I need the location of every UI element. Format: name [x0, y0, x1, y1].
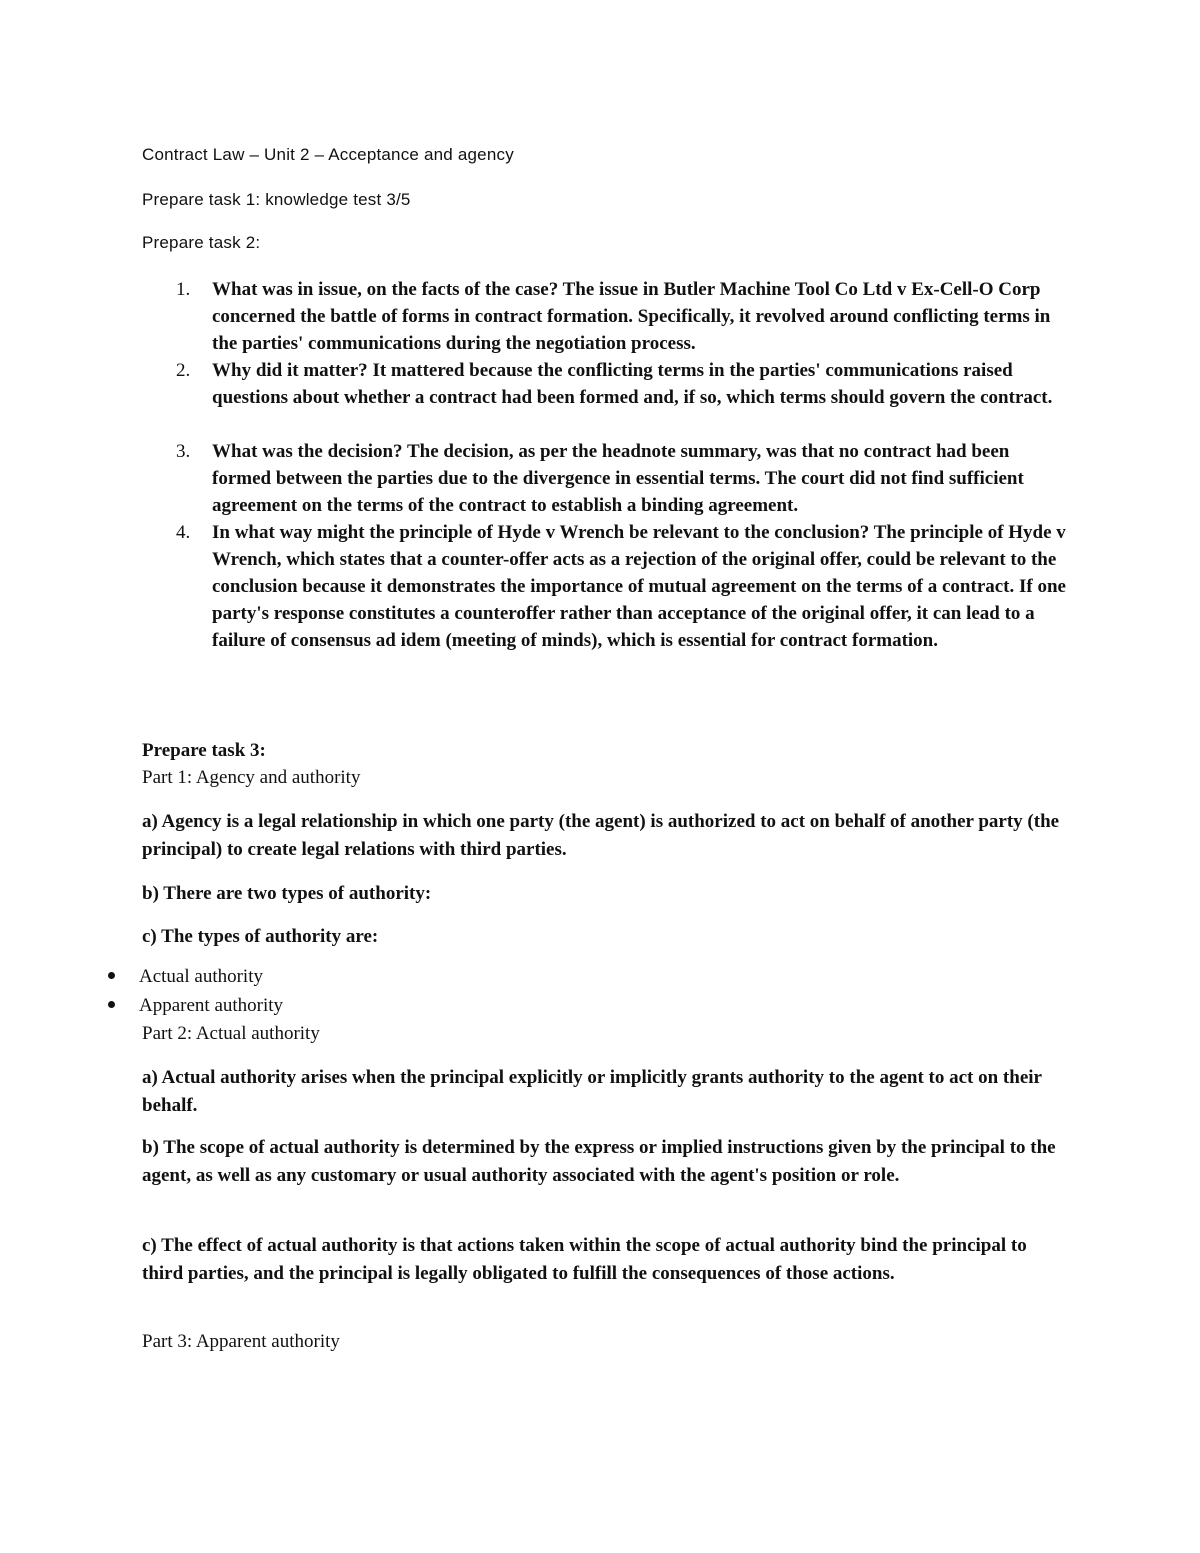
task3-heading: Prepare task 3: — [142, 740, 266, 761]
bullet-icon — [108, 972, 115, 979]
answer-text: The principle of Hyde v Wrench, which states that a counter-offer acts as a rejection of the original offer, could be relevant to the conclusion because it demonstrates the importance of mutual agreement on the terms of a contract. If one party's response constitutes a counteroffer rather than acceptance of the original offer, it can lead to a failure of consensus ad idem (meeting of minds), which is essential for contract formation. — [212, 522, 1066, 651]
list-item — [142, 519, 1072, 654]
list-item — [142, 438, 1072, 519]
part2-heading: Part 2: Actual authority — [142, 1023, 320, 1044]
list-number: 2. — [176, 360, 191, 381]
part2-a-paragraph: a) Actual authority arises when the principal explicitly or implicitly grants authority to the agent to act on their behalf. — [142, 1067, 1042, 1116]
bullet-icon — [108, 1001, 115, 1008]
part2-b-paragraph: b) The scope of actual authority is determined by the express or implied instructions given by the principal to the agent, as well as any customary or usual authority associated with the agent's position or role. — [142, 1137, 1056, 1186]
list-number: 1. — [176, 279, 191, 300]
part1-c-paragraph: c) The types of authority are: — [142, 926, 379, 947]
task1-line: Prepare task 1: knowledge test 3/5 — [142, 190, 411, 209]
bullet-item — [108, 995, 283, 1017]
part3-heading: Part 3: Apparent authority — [142, 1331, 340, 1352]
part2-c-paragraph: c) The effect of actual authority is that actions taken within the scope of actual authority bind the principal to third parties, and the principal is legally obligated to fulfill the consequences of those actions. — [142, 1235, 1027, 1284]
bullet-text: Apparent authority — [139, 995, 284, 1016]
question-text: What was in issue, on the facts of the case? — [212, 279, 559, 300]
answer-text: The decision, as per the headnote summary, was that no contract had been formed between the parties due to the divergence in essential terms. The court did not find sufficient agreement on the terms of the contract to establish a binding agreement. — [212, 441, 1024, 516]
task2-question-list — [142, 276, 1072, 654]
list-number: 3. — [176, 441, 191, 462]
bullet-item — [108, 966, 263, 988]
question-text: Why did it matter? — [212, 360, 368, 381]
part1-heading: Part 1: Agency and authority — [142, 767, 361, 788]
part1-a-paragraph: a) Agency is a legal relationship in which one party (the agent) is authorized to act on behalf of another party (the principal) to create legal relations with third parties. — [142, 811, 1060, 860]
task2-heading: Prepare task 2: — [142, 233, 261, 252]
bullet-text: Actual authority — [139, 966, 263, 987]
list-item — [142, 357, 1072, 438]
list-number: 4. — [176, 522, 191, 543]
answer-text: It mattered because the conflicting terms in the parties' communications raised questions about whether a contract had been formed and, if so, which terms should govern the contract. — [212, 360, 1053, 408]
document-title: Contract Law – Unit 2 – Acceptance and agency — [142, 145, 514, 164]
part1-b-paragraph: b) There are two types of authority: — [142, 883, 432, 904]
answer-text: The issue in Butler Machine Tool Co Ltd v Ex-Cell-O Corp concerned the battle of forms in contract formation. Specifically, it revolved around conflicting terms in the parties' communications during the negotiation process. — [212, 279, 1051, 354]
question-text: In what way might the principle of Hyde v Wrench be relevant to the conclusion? — [212, 522, 870, 543]
list-item — [142, 276, 1072, 357]
question-text: What was the decision? — [212, 441, 403, 462]
